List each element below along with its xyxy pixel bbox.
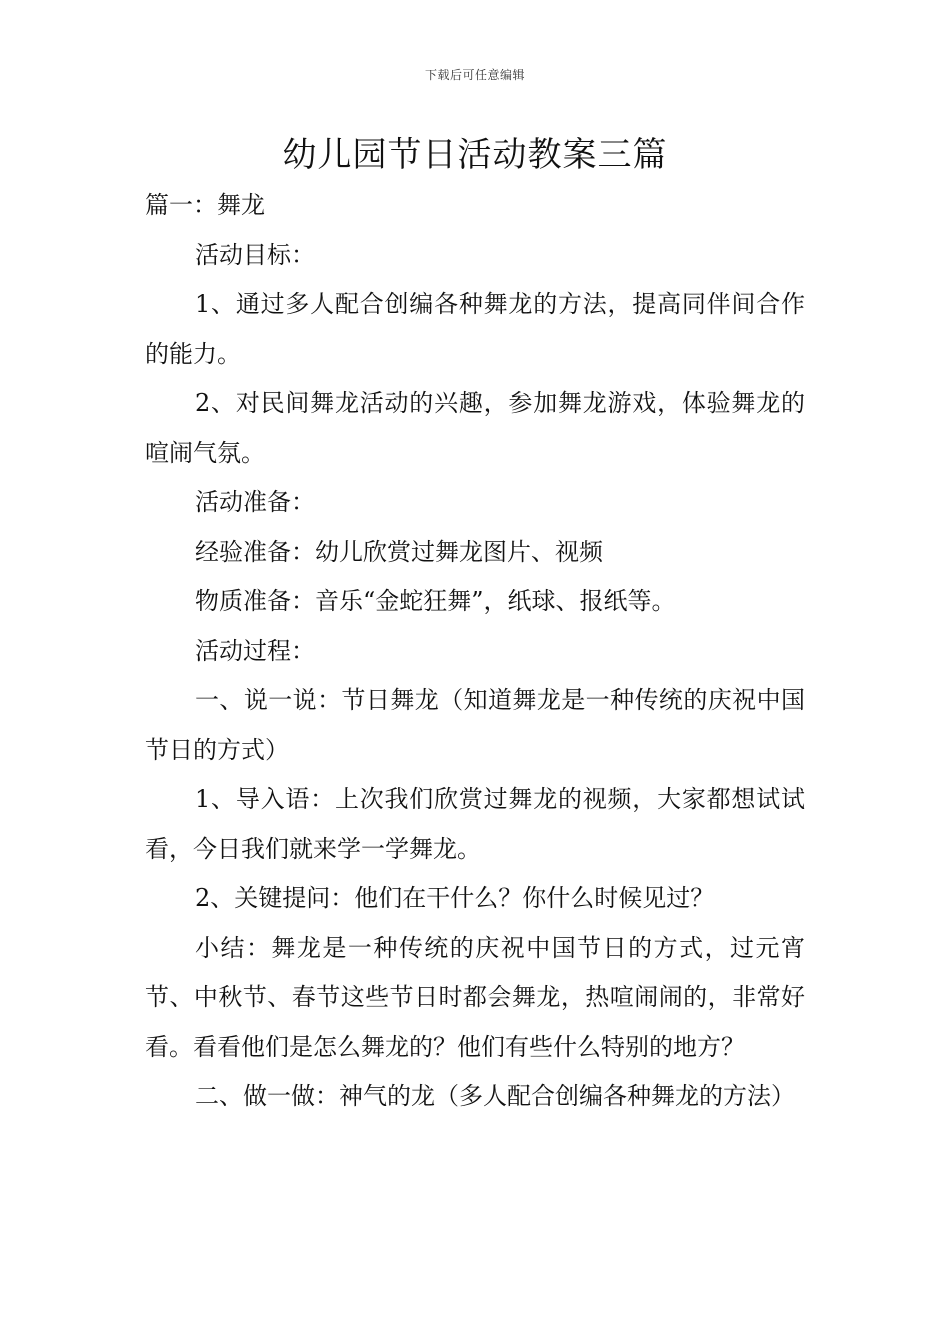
paragraph-process-heading: 活动过程： (195, 636, 315, 665)
section-heading: 篇一：舞龙 (145, 191, 265, 219)
paragraph-summary: 小结：舞龙是一种传统的庆祝中国节日的方式，过元宵节、中秋节、春节这些节日时都会舞龙，热喧闹闹的，非常好看。看看他们是怎么舞龙的？他们有些什么特别的地方？ (145, 933, 805, 1061)
paragraph-prep-experience: 经验准备：幼儿欣赏过舞龙图片、视频 (195, 537, 603, 566)
paragraph-prep-heading: 活动准备： (195, 488, 315, 516)
header-note: 下载后可任意编辑 (424, 68, 525, 82)
paragraph-step-1: 一、说一说：节日舞龙（知道舞龙是一种传统的庆祝中国节日的方式） (145, 686, 805, 764)
paragraph-prep-materials: 物质准备：音乐“金蛇狂舞”，纸球、报纸等。 (195, 587, 676, 615)
paragraph-goals-heading: 活动目标： (195, 240, 315, 269)
paragraph-goal-1: 1、通过多人配合创编各种舞龙的方法，提高同伴间合作的能力。 (145, 290, 805, 368)
paragraph-step-1-intro: 1、导入语：上次我们欣赏过舞龙的视频，大家都想试试看，今日我们就来学一学舞龙。 (145, 785, 805, 863)
document-body (145, 181, 805, 1122)
document-title: 幼儿园节日活动教案三篇 (282, 135, 668, 175)
paragraph-step-2: 二、做一做：神气的龙（多人配合创编各种舞龙的方法） (195, 1082, 795, 1110)
paragraph-step-1-question: 2、关键提问：他们在干什么？你什么时候见过？ (195, 884, 715, 912)
paragraph-goal-2: 2、对民间舞龙活动的兴趣，参加舞龙游戏，体验舞龙的喧闹气氛。 (145, 389, 805, 467)
